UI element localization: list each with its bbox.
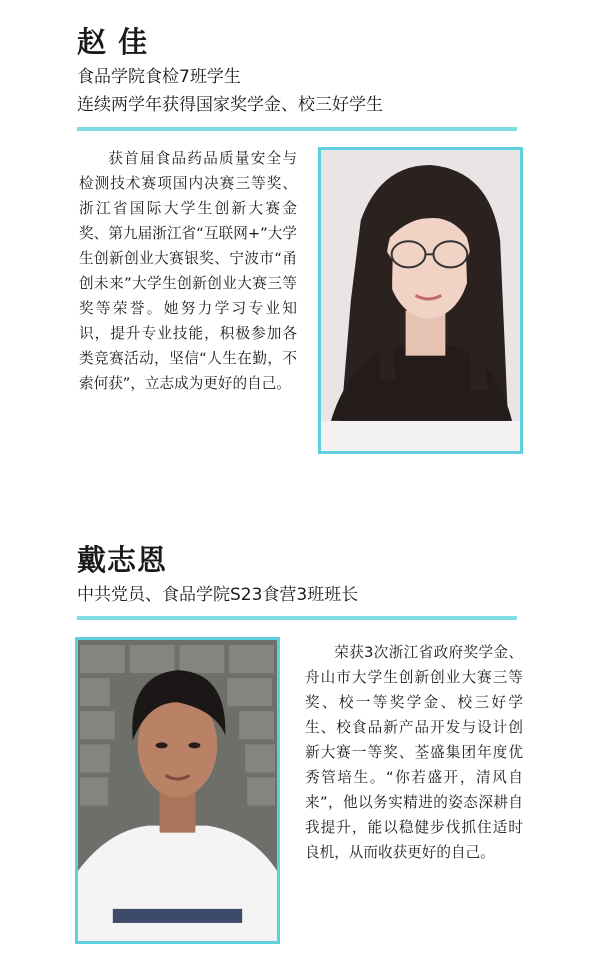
person1-bio-text: 获首届食品药品质量安全与检测技术赛项国内决赛三等奖、浙江省国际大学生创新大赛金奖、第九届浙江省“互联网+”大学生创新创业大赛银奖、宁波市“甬创未来”大学生创新创业大赛三等奖等荣誉。她努力学习专业知识，提升专业技能，积极参加各类竞赛活动，坚信“人生在勤，不索何获”，立志成为更好的自己。 [79,150,297,392]
person2-bio-text: 荣获3次浙江省政府奖学金、舟山市大学生创新创业大赛三等奖、校一等奖学金、校三好学生、校食品新产品开发与设计创新大赛一等奖、荃盛集团年度优秀管培生。“你若盛开，清风自来”，他以务实精进的姿态深耕自我提升，能以稳健步伐抓住适时良机，从而收获更好的自己。 [305,644,523,861]
portrait-photo-icon [78,640,277,941]
person1-subtitle-1: 食品学院食检7班学生 [77,67,241,87]
person2-photo [75,637,280,944]
person1-bio [79,146,297,396]
person2-divider [77,616,517,620]
person2-bio [305,640,523,865]
person2-subtitle-1: 中共党员、食品学院S23食营3班班长 [77,585,359,605]
person1-subtitle-2: 连续两学年获得国家奖学金、校三好学生 [77,95,383,115]
portrait-photo-icon [321,150,520,451]
person1-divider [77,127,517,131]
person2-name: 戴志恩 [77,543,168,577]
person1-name: 赵 佳 [77,25,149,59]
person1-photo [318,147,523,454]
